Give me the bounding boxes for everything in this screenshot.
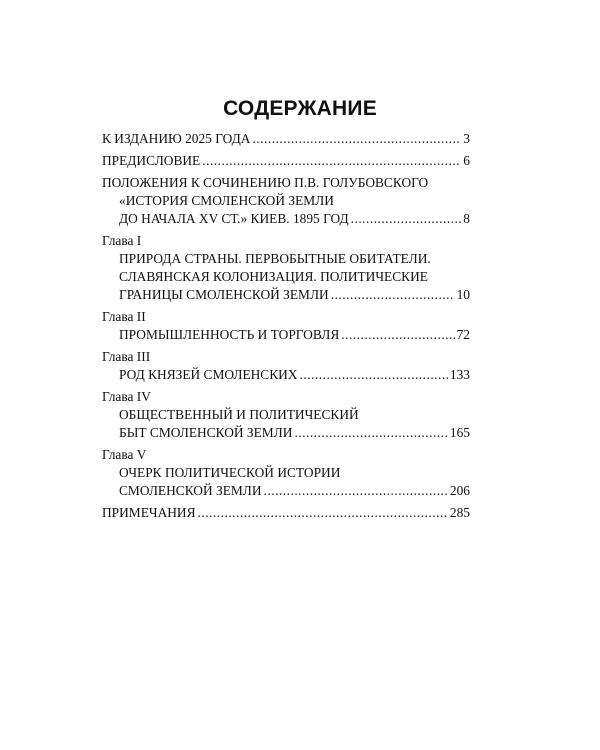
toc-page-number: 206 [449, 483, 470, 498]
dot-leader [300, 366, 448, 384]
toc-entry-chapter-2 [102, 308, 470, 344]
toc-entry-title-line: ПРОМЫШЛЕННОСТЬ И ТОРГОВЛЯ [119, 327, 340, 342]
toc-entry-title-line: ПОЛОЖЕНИЯ К СОЧИНЕНИЮ П.В. ГОЛУБОВСКОГО [102, 175, 429, 190]
page-title: СОДЕРЖАНИЕ [223, 97, 377, 120]
toc-line [102, 424, 470, 442]
table-of-contents [102, 130, 470, 522]
toc-entry-title: К ИЗДАНИЮ 2025 ГОДА [102, 131, 251, 146]
toc-entry-title-line: СМОЛЕНСКОЙ ЗЕМЛИ [119, 483, 262, 498]
toc-entry-title: ПРЕДИСЛОВИЕ [102, 153, 201, 168]
dot-leader [252, 130, 461, 148]
dot-leader [351, 210, 462, 228]
dot-leader [264, 482, 448, 500]
toc-page-number: 72 [456, 327, 470, 342]
toc-entry-preface [102, 152, 470, 170]
toc-line [102, 326, 470, 344]
toc-line [102, 366, 470, 384]
toc-entry-chapter-4 [102, 388, 470, 442]
toc-entry-title: ПРИМЕЧАНИЯ [102, 505, 196, 520]
toc-entry-edition [102, 130, 470, 148]
chapter-label: Глава IV [102, 389, 151, 404]
chapter-label: Глава II [102, 309, 146, 324]
toc-entry-title-line: БЫТ СМОЛЕНСКОЙ ЗЕМЛИ [119, 425, 293, 440]
toc-page-number: 8 [463, 211, 470, 226]
toc-entry-title-line: РОД КНЯЗЕЙ СМОЛЕНСКИХ [119, 367, 298, 382]
toc-entry-title-line: СЛАВЯНСКАЯ КОЛОНИЗАЦИЯ. ПОЛИТИЧЕСКИЕ [119, 269, 428, 284]
toc-entry-chapter-1 [102, 232, 470, 304]
toc-entry-title-line: «ИСТОРИЯ СМОЛЕНСКОЙ ЗЕМЛИ [119, 193, 334, 208]
toc-entry-chapter-5 [102, 446, 470, 500]
toc-page-number: 3 [463, 131, 470, 146]
toc-entry-notes [102, 504, 470, 522]
toc-page-number: 165 [449, 425, 470, 440]
toc-entry-title-line: ГРАНИЦЫ СМОЛЕНСКОЙ ЗЕМЛИ [119, 287, 329, 302]
toc-entry-title-line: ОБЩЕСТВЕННЫЙ И ПОЛИТИЧЕСКИЙ [119, 407, 359, 422]
toc-entry-provisions [102, 174, 470, 228]
toc-page-number: 6 [463, 153, 470, 168]
dot-leader [341, 326, 454, 344]
toc-entry-title-line: ПРИРОДА СТРАНЫ. ПЕРВОБЫТНЫЕ ОБИТАТЕЛИ. [119, 251, 431, 266]
toc-line [102, 482, 470, 500]
dot-leader [198, 504, 448, 522]
toc-line [102, 210, 470, 228]
toc-line [102, 504, 470, 522]
toc-page-number: 133 [449, 367, 470, 382]
chapter-label: Глава V [102, 447, 147, 462]
dot-leader [294, 424, 447, 442]
toc-page-number: 10 [456, 287, 470, 302]
dot-leader [202, 152, 461, 170]
toc-entry-title-line: ДО НАЧАЛА XV СТ.» КИЕВ. 1895 ГОД [119, 211, 349, 226]
dot-leader [331, 286, 455, 304]
chapter-label: Глава III [102, 349, 151, 364]
toc-page-number: 285 [449, 505, 470, 520]
chapter-label: Глава I [102, 233, 142, 248]
toc-line [102, 152, 470, 170]
toc-line [102, 286, 470, 304]
toc-entry-chapter-3 [102, 348, 470, 384]
toc-line [102, 130, 470, 148]
toc-entry-title-line: ОЧЕРК ПОЛИТИЧЕСКОЙ ИСТОРИИ [119, 465, 341, 480]
